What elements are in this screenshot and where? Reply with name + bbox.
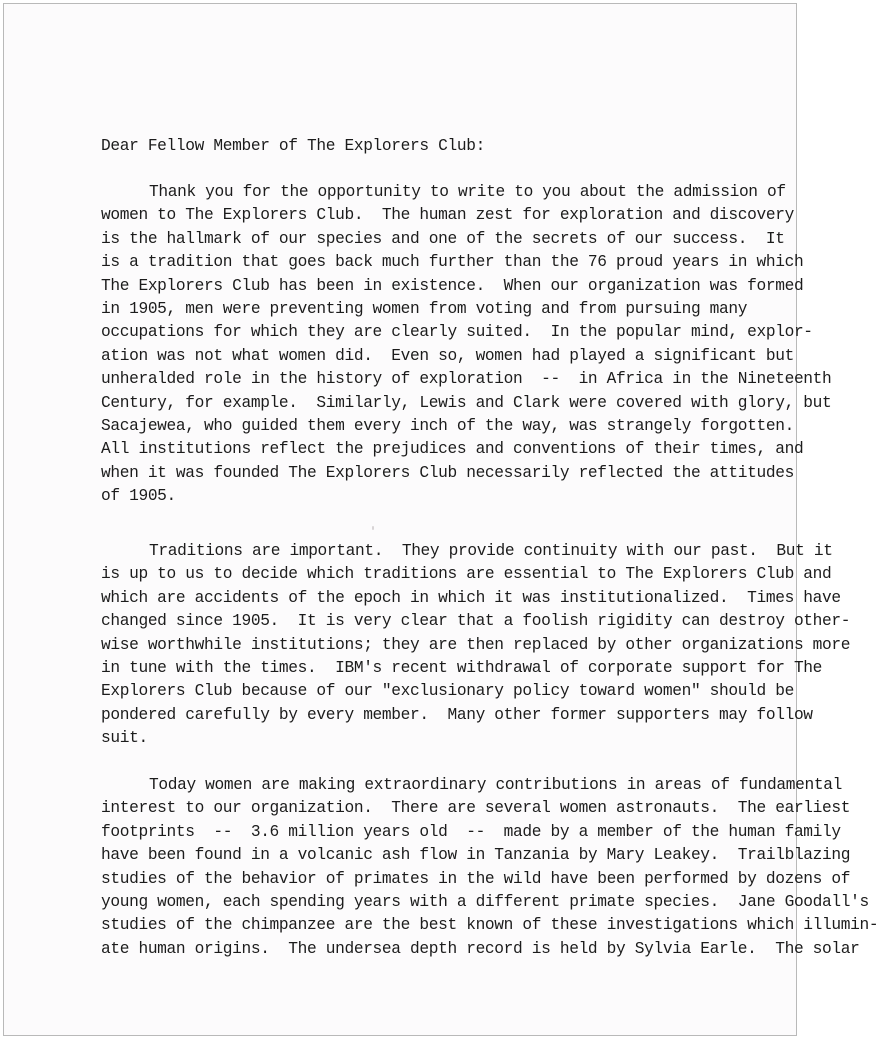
- paragraph-admission-of-women: [101, 181, 832, 509]
- paragraph-line: ate human origins. The undersea depth record is held by Sylvia Earle. The solar: [101, 939, 860, 958]
- paragraph-line: Explorers Club because of our "exclusionary policy toward women" should be: [101, 682, 794, 701]
- paragraph-line: studies of the chimpanzee are the best known of these investigations which illumin-: [101, 916, 878, 935]
- paragraph-line: Traditions are important. They provide continuity with our past. But it: [149, 542, 833, 560]
- paragraph-line: Thank you for the opportunity to write to you about the admission of: [149, 183, 786, 201]
- paragraph-line: studies of the behavior of primates in the wild have been performed by dozens of: [101, 869, 851, 888]
- paragraph-line: The Explorers Club has been in existence. When our organization was formed: [101, 276, 804, 295]
- paragraph-line: Sacajewea, who guided them every inch of the way, was strangely forgotten.: [101, 417, 794, 436]
- paragraph-line: occupations for which they are clearly suited. In the popular mind, explor-: [101, 323, 813, 342]
- paragraph-line: unheralded role in the history of exploration -- in Africa in the Nineteenth: [101, 370, 832, 389]
- paragraph-line: All institutions reflect the prejudices and conventions of their times, and: [101, 440, 804, 459]
- letter-page: [3, 3, 878, 1036]
- paragraph-traditions: [101, 540, 851, 751]
- paragraph-line: pondered carefully by every member. Many other former supporters may follow: [101, 705, 813, 724]
- paragraph-line: young women, each spending years with a different primate species. Jane Goodall's: [101, 893, 869, 912]
- paragraph-line: ation was not what women did. Even so, women had played a significant but: [101, 346, 794, 365]
- paragraph-line: Century, for example. Similarly, Lewis and Clark were covered with glory, but: [101, 393, 832, 412]
- paragraph-line: wise worthwhile institutions; they are then replaced by other organizations more: [101, 635, 851, 654]
- paragraph-line: suit.: [101, 729, 148, 748]
- paragraph-line: is a tradition that goes back much further than the 76 proud years in which: [101, 253, 804, 272]
- paragraph-line: interest to our organization. There are several women astronauts. The earliest: [101, 799, 851, 818]
- paragraph-line: of 1905.: [101, 487, 176, 506]
- paragraph-line: footprints -- 3.6 million years old -- made by a member of the human family: [101, 822, 841, 841]
- paragraph-line: in tune with the times. IBM's recent withdrawal of corporate support for The: [101, 659, 823, 678]
- paragraph-line: is the hallmark of our species and one of the secrets of our success. It: [101, 229, 785, 248]
- paragraph-line: is up to us to decide which traditions are essential to The Explorers Club and: [101, 565, 832, 584]
- salutation: Dear Fellow Member of The Explorers Club:: [101, 137, 485, 155]
- paragraph-line: changed since 1905. It is very clear that a foolish rigidity can destroy other-: [101, 612, 851, 631]
- paragraph-line: when it was founded The Explorers Club necessarily reflected the attitudes: [101, 463, 794, 482]
- paper-speck: [372, 526, 374, 530]
- paragraph-women-contributions: [101, 774, 878, 961]
- paragraph-line: women to The Explorers Club. The human zest for exploration and discovery: [101, 206, 794, 225]
- paragraph-line: have been found in a volcanic ash flow in Tanzania by Mary Leakey. Trailblazing: [101, 846, 851, 865]
- paragraph-line: Today women are making extraordinary contributions in areas of fundamental: [149, 776, 842, 794]
- paragraph-line: which are accidents of the epoch in which it was institutionalized. Times have: [101, 588, 841, 607]
- paragraph-line: in 1905, men were preventing women from voting and from pursuing many: [101, 300, 748, 319]
